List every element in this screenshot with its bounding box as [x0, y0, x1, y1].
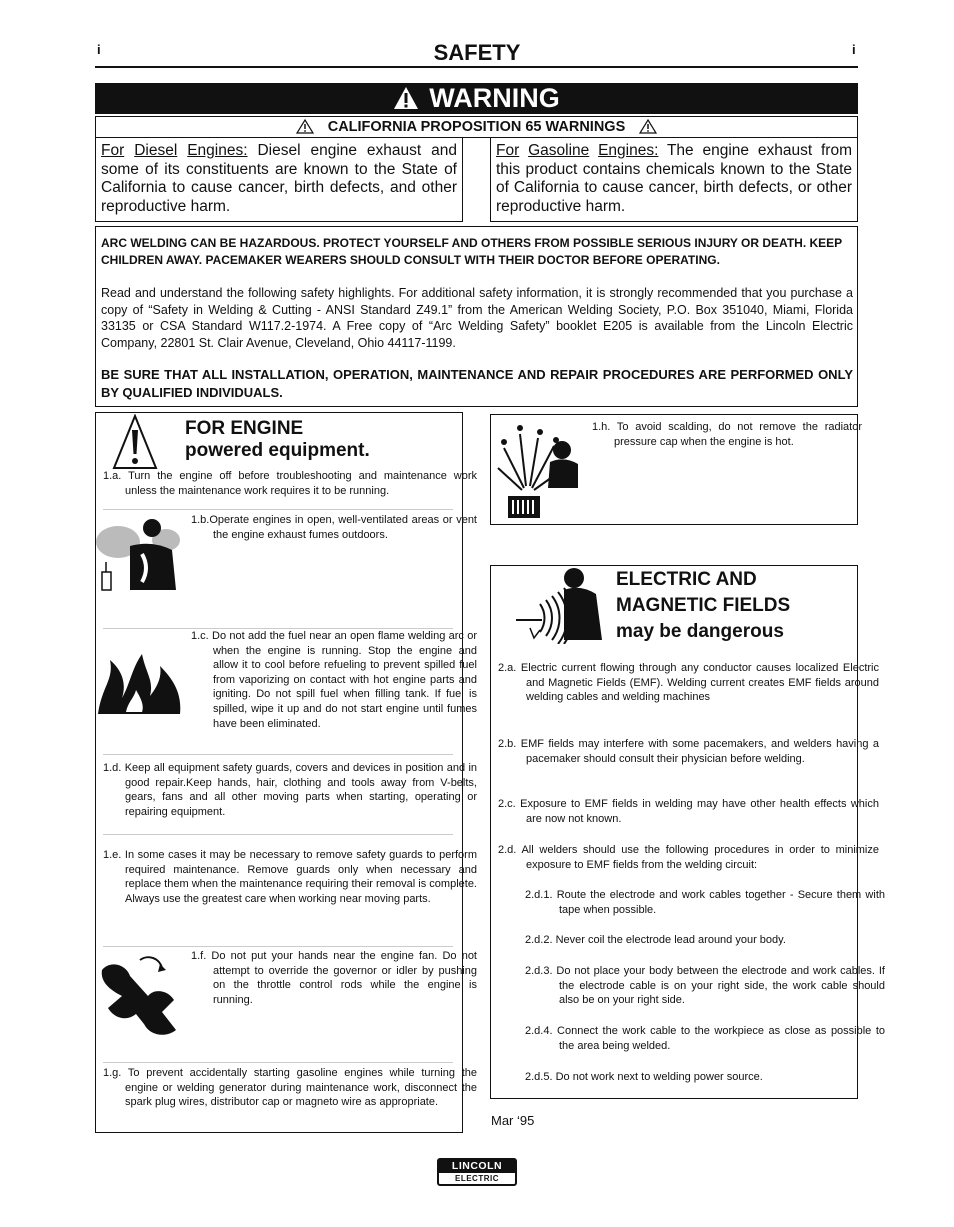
emf-item-2c: 2.c. Exposure to EMF fields in welding may have other health effects which are now not known. — [498, 798, 879, 825]
caution-triangle-icon — [639, 119, 657, 134]
arc-welding-warning — [95, 226, 858, 407]
engine-heading-2: powered equipment. — [185, 440, 370, 461]
prop65-title: CALIFORNIA PROPOSITION 65 WARNINGS — [327, 119, 626, 135]
divider — [103, 1062, 453, 1063]
page-number-right: i — [852, 42, 856, 57]
hazard-text: ARC WELDING CAN BE HAZARDOUS. PROTECT YOURSELF AND OTHERS FROM POSSIBLE SERIOUS INJURY OR DEATH. KEEP CHILDREN AWAY. PACEMAKER WEARERS SHOULD CONSULT WITH THEIR DOCTOR BEFORE OPERATING. — [101, 236, 842, 267]
emf-heading-3: may be dangerous — [616, 621, 784, 642]
engine-item-1a: 1.a. Turn the engine off before troubleshooting and maintenance work unless the maintenance work requires it to be running. — [103, 470, 477, 497]
gasoline-word: Gasoline — [528, 142, 590, 159]
diesel-warning — [95, 138, 463, 222]
prop65-header — [95, 116, 858, 138]
fan-hand-icon — [96, 950, 180, 1045]
warning-label: WARNING — [429, 83, 560, 113]
engine-item-1h: 1.h. To avoid scalding, do not remove the radiator pressure cap when the engine is hot. — [592, 421, 862, 448]
page-number-left: i — [97, 42, 101, 57]
fire-icon — [96, 646, 184, 721]
emf-item-2d5: 2.d.5. Do not work next to welding power source. — [525, 1071, 763, 1083]
fumes-icon — [96, 516, 182, 603]
lincoln-logo — [437, 1158, 517, 1186]
engine-item-1f: 1.f. Do not put your hands near the engine fan. Do not attempt to override the governor or idler by pushing on the throttle control rods while the engine is running. — [191, 950, 477, 1006]
emf-item-2d: 2.d. All welders should use the following procedures in order to minimize exposure to EMF fields from the welding circuit: — [498, 844, 879, 871]
diesel-text: Diesel engine exhaust and some of its constituents are known to the State of California to cause cancer, birth defects, and other reproductive harm. — [101, 142, 458, 215]
emf-heading-2: MAGNETIC FIELDS — [616, 595, 791, 616]
gasoline-engines: Engines: — [598, 142, 659, 159]
engine-item-1e: 1.e. In some cases it may be necessary to remove safety guards to perform required maintenance. Remove guards only when necessary and replace them when the maintenance requiring their removal is complete. Always use the greatest care when working near moving parts. — [103, 849, 477, 905]
emf-item-2a: 2.a. Electric current flowing through any conductor causes localized Electric and Magnetic Fields (EMF). Welding current creates EMF fields around welding cables and welding machines — [498, 662, 879, 704]
gasoline-for: For — [496, 142, 520, 159]
diesel-for: For — [101, 142, 125, 159]
qualified-text: BE SURE THAT ALL INSTALLATION, OPERATION, MAINTENANCE AND REPAIR PROCEDURES ARE PERFORMED ONLY BY QUALIFIED INDIVIDUALS. — [101, 367, 853, 400]
warning-triangle-icon — [393, 86, 419, 110]
logo-lincoln: LINCOLN — [439, 1160, 515, 1173]
engine-heading-1: FOR ENGINE — [185, 418, 304, 439]
engine-item-1d: 1.d. Keep all equipment safety guards, covers and devices in position and in good repair.Keep hands, hair, clothing and tools away from V-belts, gears, fans and all other moving parts when starting, operating or repairing equipment. — [103, 762, 477, 818]
emf-heading-1: ELECTRIC AND — [616, 569, 757, 590]
gasoline-text: The engine exhaust from this product contains chemicals known to the State of California to cause cancer, birth defects, or other reproductive harm. — [496, 142, 852, 215]
revision-date: Mar ‘95 — [491, 1113, 535, 1128]
emf-item-2b: 2.b. EMF fields may interfere with some pacemakers, and welders having a pacemaker should consult their physician before welding. — [498, 738, 879, 765]
engine-item-1b: 1.b.Operate engines in open, well-ventilated areas or vent the engine exhaust fumes outdoors. — [191, 514, 477, 541]
emf-item-2d2: 2.d.2. Never coil the electrode lead around your body. — [525, 934, 786, 946]
divider — [103, 509, 453, 510]
warning-banner — [95, 83, 858, 114]
exclamation-icon — [112, 414, 158, 475]
gasoline-warning — [490, 138, 858, 222]
diesel-word: Diesel — [134, 142, 178, 159]
emf-item-2d3: 2.d.3. Do not place your body between the electrode and work cables. If the electrode cable is on your right side, the work cable should also be on your right side. — [525, 965, 885, 1007]
engine-item-1c: 1.c. Do not add the fuel near an open flame welding arc or when the engine is running. Stop the engine and allow it to cool before refueling to prevent spilled fuel from vaporizing on contact with hot engine parts and igniting. Do not spill fuel when filling tank. If fuel is spilled, wipe it up and do not start engine until fumes have been eliminated. — [191, 630, 477, 730]
emf-welder-icon — [512, 566, 608, 649]
emf-item-2d4: 2.d.4. Connect the work cable to the workpiece as close as possible to the area being welded. — [525, 1025, 885, 1052]
logo-electric: ELECTRIC — [455, 1174, 499, 1183]
diesel-engines: Engines: — [187, 142, 248, 159]
caution-triangle-icon — [296, 119, 314, 134]
steam-icon — [494, 418, 586, 525]
header-rule — [95, 66, 858, 68]
divider — [103, 946, 453, 947]
read-text: Read and understand the following safety highlights. For additional safety information, it is strongly recommended that you purchase a copy of “Safety in Welding & Cutting - ANSI Standard Z49.1” from the American Welding Society, P.O. Box 351040, Miami, Florida 33135 or CSA Standard W117.2-1974. A Free copy of “Arc Welding Safety” booklet E205 is available from the Lincoln Electric Company, 22801 St. Clair Avenue, Cleveland, Ohio 44117-1199. — [101, 286, 853, 350]
page-title: SAFETY — [433, 40, 521, 65]
divider — [103, 834, 453, 835]
divider — [103, 754, 453, 755]
emf-item-2d1: 2.d.1. Route the electrode and work cables together - Secure them with tape when possible. — [525, 889, 885, 916]
engine-item-1g: 1.g. To prevent accidentally starting gasoline engines while turning the engine or welding generator during maintenance work, disconnect the spark plug wires, distributor cap or magneto wire as appropriate. — [103, 1067, 477, 1109]
